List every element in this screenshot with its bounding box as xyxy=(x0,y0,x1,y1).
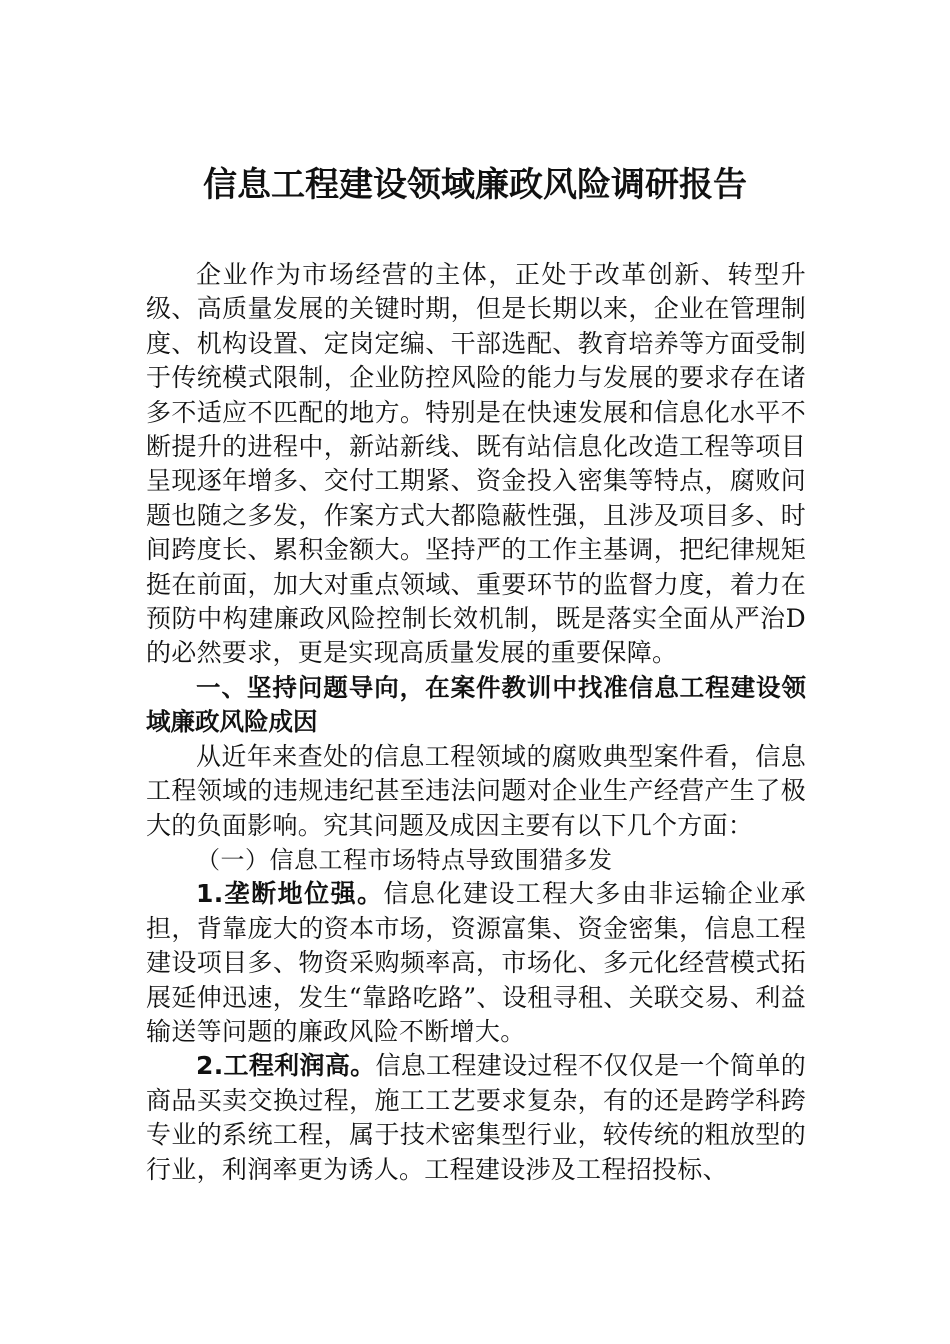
document-title: 信息工程建设领域廉政风险调研报告 xyxy=(203,165,747,205)
point-1-lead: 1.垄断地位强。 xyxy=(196,879,384,909)
section-1-heading: 一、坚持问题导向，在案件教训中找准信息工程建设领域廉政风险成因 xyxy=(146,672,806,737)
point-1-text: 信息化建设工程大多由非运输企业承担，背靠庞大的资本市场，资源富集、资金密集，信息工程建设项目多、物资采购频率高，市场化、多元化经营模式拓展延伸迅速，发生“靠路吃路”、设租寻租、关联交易、利益输送等问题的廉政风险不断增大。 xyxy=(146,879,806,1046)
point-1-paragraph xyxy=(146,877,806,1049)
subsection-1-heading: （一）信息工程市场特点导致围猎多发 xyxy=(196,845,613,874)
point-2-text: 信息工程建设过程不仅仅是一个简单的商品买卖交换过程，施工工艺要求复杂，有的还是跨学科跨专业的系统工程，属于技术密集型行业，较传统的粗放型的行业，利润率更为诱人。工程建设涉及工程招投标、 xyxy=(146,1051,806,1184)
point-2-lead: 2.工程利润高。 xyxy=(196,1051,376,1081)
intro-paragraph: 企业作为市场经营的主体，正处于改革创新、转型升级、高质量发展的关键时期，但是长期以来，企业在管理制度、机构设置、定岗定编、干部选配、教育培养等方面受制于传统模式限制，企业防控风险的能力与发展的要求存在诸多不适应不匹配的地方。特别是在快速发展和信息化水平不断提升的进程中，新站新线、既有站信息化改造工程等项目呈现逐年增多、交付工期紧、资金投入密集等特点，腐败问题也随之多发，作案方式大都隐蔽性强，且涉及项目多、时间跨度长、累积金额大。坚持严的工作主基调，把纪律规矩挺在前面，加大对重点领域、重要环节的监督力度，着力在预防中构建廉政风险控制长效机制，既是落实全面从严治D的必然要求，更是实现高质量发展的重要保障。 xyxy=(146,260,806,668)
document-body xyxy=(146,258,806,1187)
section-1-paragraph: 从近年来查处的信息工程领域的腐败典型案件看，信息工程领域的违规违纪甚至违法问题对企业生产经营产生了极大的负面影响。究其问题及成因主要有以下几个方面： xyxy=(146,741,806,840)
point-2-paragraph xyxy=(146,1049,806,1187)
